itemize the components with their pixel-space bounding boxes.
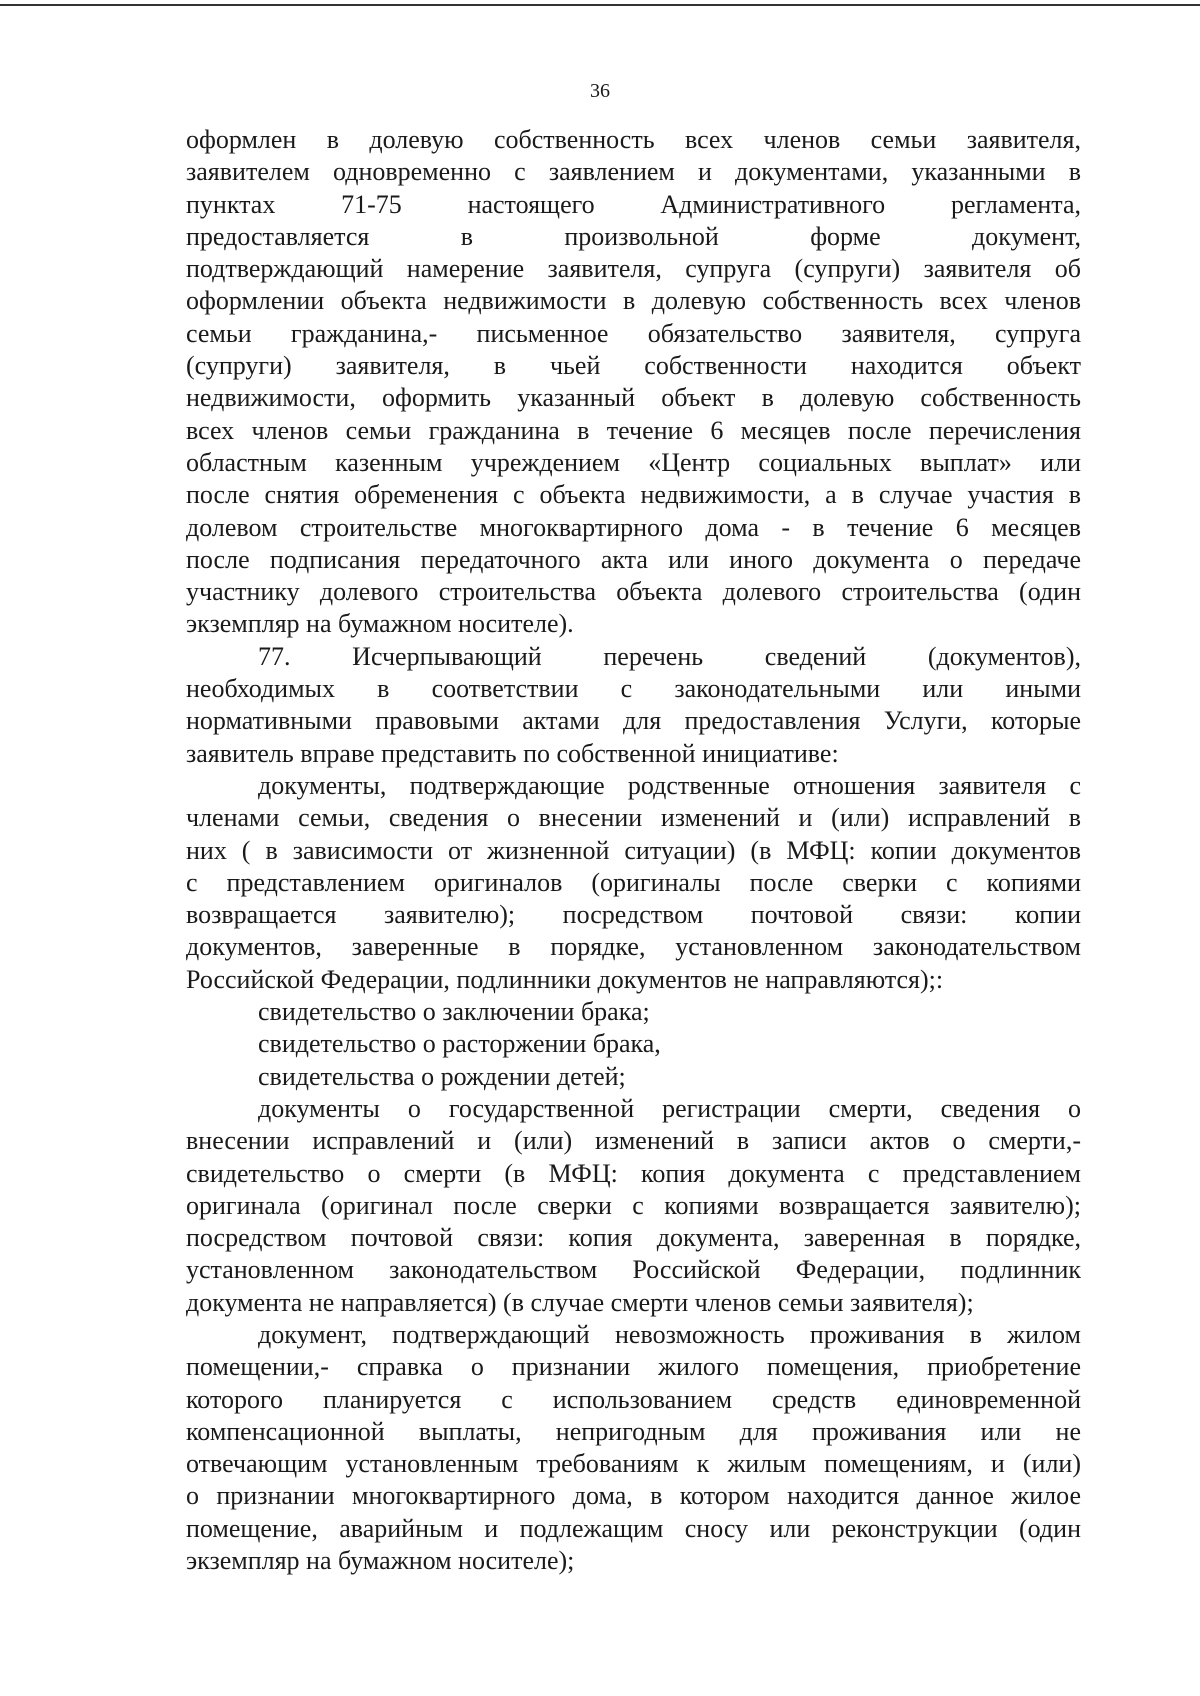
text-line: оформлен в долевую собственность всех членов семьи заявителя, — [186, 125, 1081, 154]
text-line: заявителем одновременно с заявлением и документами, указанными в — [186, 157, 1081, 187]
text-line: свидетельство о заключении брака; — [258, 997, 650, 1027]
text-line: семьи гражданина,- письменное обязательство заявителя, супруга — [186, 318, 1081, 348]
text-line: Российской Федерации, подлинники документов не направляются);: — [186, 964, 944, 994]
text-line: необходимых в соответствии с законодательными или иными — [186, 674, 1081, 704]
text-line: долевом строительстве многоквартирного дома - в течение 6 месяцев — [186, 512, 1081, 542]
text-line: компенсационной выплаты, непригодным для проживания или не — [186, 1416, 1081, 1446]
text-line: оформлении объекта недвижимости в долевую собственность всех членов — [186, 286, 1081, 316]
text-line: помещение, аварийным и подлежащим сносу или реконструкции (один — [186, 1513, 1081, 1543]
text-line: 77. Исчерпывающий перечень сведений (документов), — [258, 641, 1081, 671]
text-line: подтверждающий намерение заявителя, супруга (супруги) заявителя об — [186, 254, 1081, 284]
text-line: экземпляр на бумажном носителе). — [186, 609, 574, 639]
text-line: с представлением оригиналов (оригиналы после сверки с копиями — [186, 867, 1081, 897]
text-line: документа не направляется) (в случае смерти членов семьи заявителя); — [186, 1287, 974, 1317]
page-number: 36 — [590, 80, 610, 102]
text-line: оригинала (оригинал после сверки с копиями возвращается заявителю); — [186, 1190, 1081, 1220]
text-line: документов, заверенные в порядке, установленном законодательством — [186, 932, 1081, 962]
text-line: свидетельство о расторжении брака, — [258, 1029, 661, 1059]
text-line: посредством почтовой связи: копия документа, заверенная в порядке, — [186, 1223, 1081, 1253]
text-line: свидетельство о смерти (в МФЦ: копия документа с представлением — [186, 1158, 1081, 1188]
text-line: установленном законодательством Российской Федерации, подлинник — [186, 1255, 1081, 1285]
text-line: заявитель вправе представить по собственной инициативе: — [186, 738, 839, 768]
text-line: свидетельства о рождении детей; — [258, 1061, 626, 1091]
text-line: отвечающим установленным требованиям к жилым помещениям, и (или) — [186, 1449, 1081, 1479]
text-line: участнику долевого строительства объекта долевого строительства (один — [186, 577, 1081, 607]
text-line: внесении исправлений и (или) изменений в записи актов о смерти,- — [186, 1126, 1081, 1156]
top-border-line — [0, 4, 1200, 6]
text-line: после подписания передаточного акта или иного документа о передаче — [186, 544, 1081, 574]
text-line: пунктах 71-75 настоящего Административного регламента, — [186, 189, 1081, 219]
text-line: документы о государственной регистрации смерти, сведения о — [258, 1093, 1081, 1123]
text-line: всех членов семьи гражданина в течение 6 месяцев после перечисления — [186, 415, 1081, 445]
text-line: после снятия обременения с объекта недвижимости, а в случае участия в — [186, 480, 1081, 510]
text-line: о признании многоквартирного дома, в котором находится данное жилое — [186, 1481, 1081, 1511]
text-line: предоставляется в произвольной форме документ, — [186, 221, 1081, 251]
text-line: (супруги) заявителя, в чьей собственности находится объект — [186, 351, 1081, 381]
text-line: членами семьи, сведения о внесении изменений и (или) исправлений в — [186, 803, 1081, 833]
document-body — [186, 124, 1081, 1577]
text-line: документы, подтверждающие родственные отношения заявителя с — [258, 770, 1081, 800]
text-line: документ, подтверждающий невозможность проживания в жилом — [258, 1319, 1081, 1349]
text-line: возвращается заявителю); посредством почтовой связи: копии — [186, 900, 1081, 930]
text-line: помещении,- справка о признании жилого помещения, приобретение — [186, 1352, 1081, 1382]
text-line: экземпляр на бумажном носителе); — [186, 1546, 575, 1576]
text-line: недвижимости, оформить указанный объект в долевую собственность — [186, 383, 1081, 413]
text-line: областным казенным учреждением «Центр социальных выплат» или — [186, 447, 1081, 477]
text-line: которого планируется с использованием средств единовременной — [186, 1384, 1081, 1414]
text-line: них ( в зависимости от жизненной ситуации) (в МФЦ: копии документов — [186, 835, 1081, 865]
text-line: нормативными правовыми актами для предоставления Услуги, которые — [186, 706, 1081, 736]
